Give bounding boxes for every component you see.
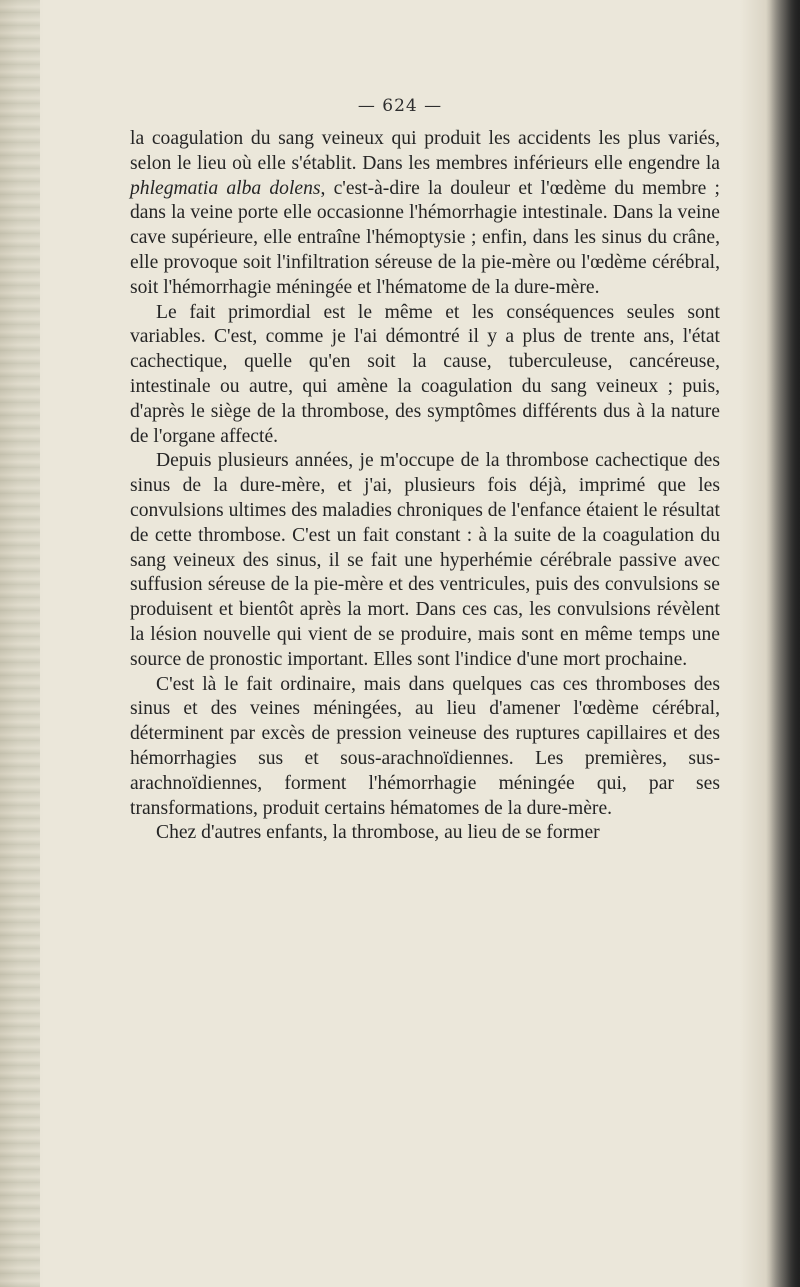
page-gutter-shadow bbox=[0, 0, 40, 1287]
paragraph-1 bbox=[130, 127, 720, 301]
paragraph-3: Depuis plusieurs années, je m'occupe de la thrombose cachectique des sinus de la dure-mère, et j'ai, plusieurs fois déjà, imprimé que les convulsions ultimes des maladies chroniques de l'enfance étaient le résultat de cette thrombose. C'est un fait constant : à la suite de la coagulation du sang veineux des sinus, il se fait une hyperhémie cérébrale passive avec suffusion séreuse de la pie-mère et des ventricules, puis des convulsions se produisent et bientôt après la mort. Dans ces cas, les convulsions révèlent la lésion nouvelle qui vient de se produire, mais sont en même temps une source de pronostic important. Elles sont l'indice d'une mort prochaine. bbox=[130, 450, 720, 670]
page-edge-shadow bbox=[766, 0, 800, 1287]
latin-term: phlegmatia alba dolens bbox=[130, 177, 321, 199]
paragraph-4: C'est là le fait ordinaire, mais dans quelques cas ces thromboses des sinus et des veines méningées, au lieu d'amener l'œdème cérébral, déterminent par excès de pression veineuse des ruptures capillaires et des hémorrhagies sus et sous-arachnoïdiennes. Les premières, sus-arachnoïdiennes, forment l'hémorrhagie méningée qui, par ses transformations, produit certains hématomes de la dure-mère. bbox=[130, 673, 720, 819]
page-number: — 624 — bbox=[357, 96, 443, 116]
paragraph-5: Chez d'autres enfants, la thrombose, au lieu de se former bbox=[156, 822, 600, 844]
paragraph-1-text-a: la coagulation du sang veineux qui produit les accidents les plus variés, selon le lieu où elle s'établit. Dans les membres inférieurs elle engendre la bbox=[130, 128, 720, 174]
paragraph-1-text-b: , c'est-à-dire la douleur et l'œdème du membre ; dans la veine porte elle occasionne l'hémorrhagie intestinale. Dans la veine cave supérieure, elle entraîne l'hémoptysie ; enfin, dans les sinus du crâne, elle provoque soit l'infiltration séreuse de la pie-mère ou l'œdème cérébral, soit l'hémorrhagie méningée et l'hématome de la dure-mère. bbox=[130, 177, 720, 298]
body-text bbox=[130, 127, 720, 846]
paragraph-2: Le fait primordial est le même et les conséquences seules sont variables. C'est, comme je l'ai démontré il y a plus de trente ans, l'état cachectique, quelle qu'en soit la cause, tuberculeuse, cancéreuse, intestinale ou autre, qui amène la coagulation du sang veineux ; puis, d'après le siège de la thrombose, des symptômes différents dus à la nature de l'organe affecté. bbox=[130, 301, 720, 447]
